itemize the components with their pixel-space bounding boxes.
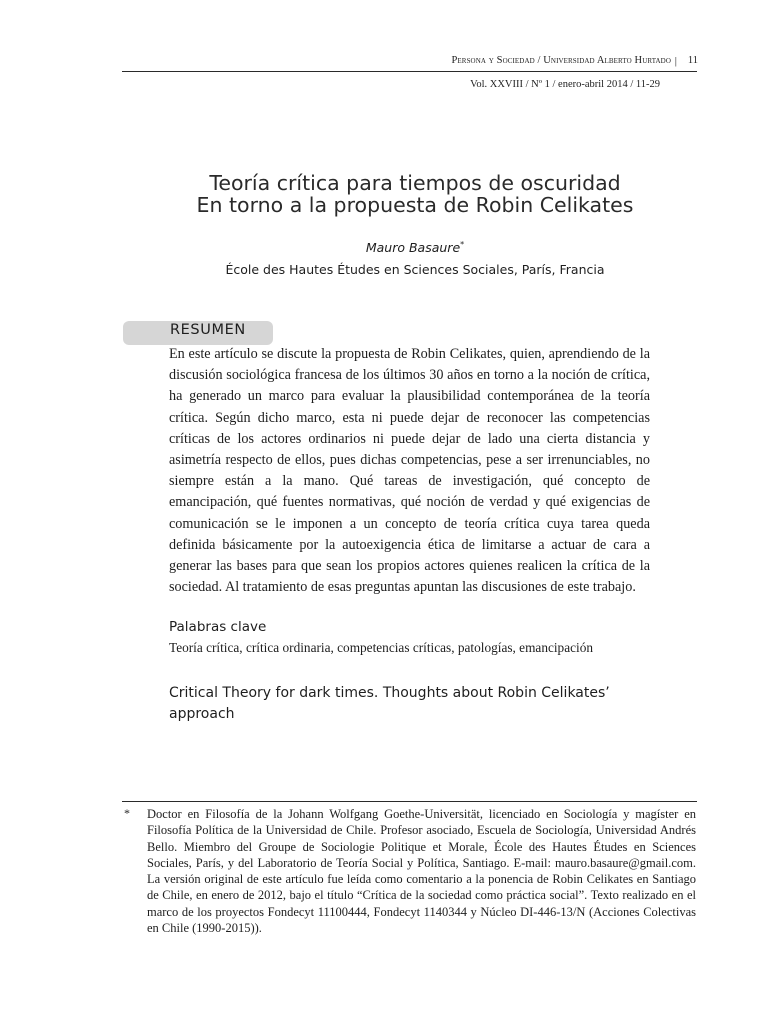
footnote-text: Doctor en Filosofía de la Johann Wolfgang Goethe-Universität, licenciado en Sociología y magíster en Filosofía Política de la Universidad de Chile. Profesor asociado, Escuela de Sociología, Universidad Andrés Bello. Miembro del Groupe de Sociologie Politique et Morale, École des Hautes Études en Sciences Sociales, París, y del Laboratorio de Teoría Social y Política, Santiago. E-mail: mauro.basaure@gmail.com. La versión original de este artículo fue leída como comentario a la ponencia de Robin Celikates en Santiago de Chile, en enero de 2012, bajo el título “Crítica de la sociedad como práctica social”. Texto realizado en el marco de los proyectos Fondecyt 11100444, Fondecyt 1140344 y Núcleo DI-446-13/N (Acciones Colectivas en Chile (1990-2015)). bbox=[147, 807, 696, 936]
article-title bbox=[0, 172, 768, 216]
english-title: Critical Theory for dark times. Thoughts about Robin Celikates’ approach bbox=[169, 685, 610, 722]
running-head bbox=[0, 55, 768, 71]
footnote-rule bbox=[122, 801, 697, 802]
author bbox=[0, 240, 768, 255]
abstract-text: En este artículo se discute la propuesta de Robin Celikates, quien, aprendiendo de la discusión sociológica francesa de los últimos 30 años en torno a la noción de crítica, ha generado un marco para evaluar la plausibilidad contemporánea de la teoría crítica. Según dicho marco, esta ni puede dejar de reconocer las competencias críticas de los actores ordinarios ni puede dejar de lado una cierta distancia y asimetría respecto de ellos, pues dichas competencias, pese a ser irrenunciables, no siempre están a la mano. Qué tareas de investigación, qué concepto de emancipación, qué fuentes normativas, qué noción de verdad y qué exigencias de comunicación se le imponen a un concepto de teoría crítica cuya tarea queda definida básicamente por la autoexigencia ética de limitarse a actuar de cara a generar las bases para que sean los propios actores quienes realicen la crítica de la sociedad. Al tratamiento de esas preguntas apuntan las discusiones de este trabajo. bbox=[169, 346, 650, 596]
issue-info: Vol. XXVIII / Nº 1 / enero-abril 2014 / 11-29 bbox=[470, 79, 660, 90]
header-rule bbox=[122, 71, 697, 72]
header-separator: | bbox=[674, 55, 677, 67]
footnote-mark: * bbox=[124, 806, 130, 820]
resumen-heading: RESUMEN bbox=[170, 322, 246, 338]
affiliation: École des Hautes Études en Sciences Sociales, París, Francia bbox=[225, 262, 605, 277]
page-number: 11 bbox=[687, 55, 698, 66]
keywords-list: Teoría crítica, crítica ordinaria, competencias críticas, patologías, emancipación bbox=[169, 640, 594, 655]
author-footnote-mark: * bbox=[460, 240, 465, 249]
keywords-heading: Palabras clave bbox=[169, 619, 267, 635]
journal-name: Persona y Sociedad / Universidad Alberto Hurtado bbox=[451, 55, 671, 66]
author-name: Mauro Basaure bbox=[365, 240, 461, 256]
title-line-2: En torno a la propuesta de Robin Celikates bbox=[196, 193, 634, 217]
title-line-1: Teoría crítica para tiempos de oscuridad bbox=[209, 171, 621, 195]
